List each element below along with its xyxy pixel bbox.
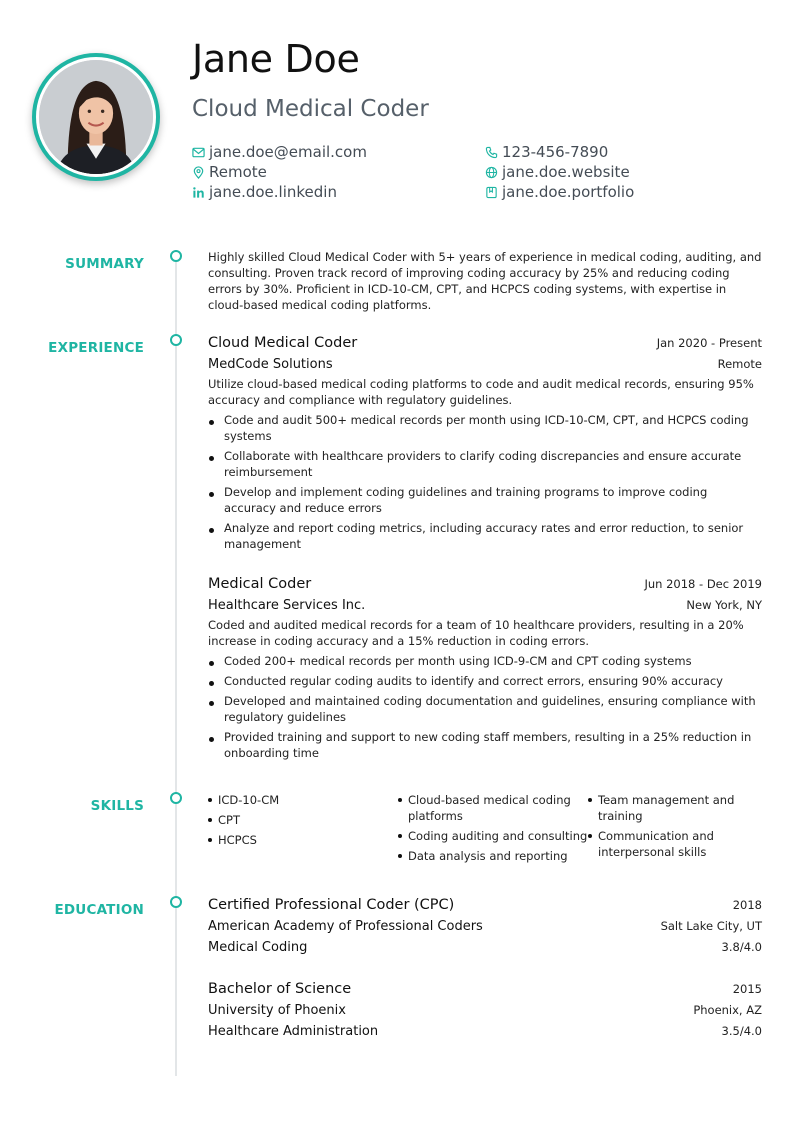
- location-pin-icon: [192, 166, 205, 179]
- education-item: [208, 897, 762, 955]
- timeline-dot-summary: [170, 250, 182, 262]
- job-bullets: [208, 653, 762, 761]
- list-item: Collaborate with healthcare providers to clarify coding discrepancies and ensure accurate reimbursement: [208, 448, 762, 480]
- job-dates: Jan 2020 - Present: [656, 336, 762, 350]
- contact-location: [192, 163, 267, 181]
- experience-item: [208, 335, 762, 556]
- timeline-dot-experience: [170, 334, 182, 346]
- field-of-study: Medical Coding: [208, 940, 308, 955]
- job-title: Cloud Medical Coder: [208, 335, 358, 351]
- degree-year: 2018: [732, 898, 762, 912]
- skill-item: CPT: [208, 812, 398, 828]
- skill-item: Data analysis and reporting: [398, 848, 588, 864]
- contact-linkedin[interactable]: [192, 183, 337, 201]
- list-item: Developed and maintained coding documentation and guidelines, ensuring compliance with regulatory guidelines: [208, 693, 762, 725]
- list-item: Code and audit 500+ medical records per month using ICD-10-CM, CPT, and HCPCS coding systems: [208, 412, 762, 444]
- section-label-summary: SUMMARY: [65, 256, 144, 272]
- profile-photo-frame: [32, 53, 160, 181]
- candidate-name: Jane Doe: [192, 37, 360, 81]
- contact-portfolio[interactable]: [485, 183, 634, 201]
- school-location: Salt Lake City, UT: [660, 919, 762, 933]
- timeline-dot-skills: [170, 792, 182, 804]
- skills-column: [398, 792, 588, 868]
- section-label-skills: SKILLS: [90, 798, 144, 814]
- list-item: Provided training and support to new coding staff members, resulting in a 25% reduction in onboarding time: [208, 729, 762, 761]
- timeline-line: [175, 256, 177, 1076]
- degree-year: 2015: [732, 982, 762, 996]
- job-description: Coded and audited medical records for a team of 10 healthcare providers, resulting in a 20% increase in coding accuracy and a 15% reduction in coding errors.: [208, 618, 744, 648]
- globe-icon: [485, 166, 498, 179]
- skills-column: [208, 792, 398, 868]
- linkedin-icon: [192, 186, 205, 199]
- list-item: Coded 200+ medical records per month using ICD-9-CM and CPT coding systems: [208, 653, 762, 669]
- email-text: jane.doe@email.com: [209, 143, 367, 161]
- list-item: Develop and implement coding guidelines and training programs to improve coding accuracy and reduce errors: [208, 484, 762, 516]
- avatar-illustration: [39, 60, 153, 174]
- summary-text: Highly skilled Cloud Medical Coder with 5+ years of experience in medical coding, auditing, and consulting. Proven track record of improving coding accuracy by 25% and reducing coding errors by 30%. Proficient in ICD-10-CM, CPT, and HCPCS coding systems, with expertise in cloud-based medical coding platforms.: [208, 250, 762, 312]
- degree-title: Certified Professional Coder (CPC): [208, 897, 455, 913]
- section-label-education: EDUCATION: [54, 902, 144, 918]
- skills-column: [588, 792, 762, 868]
- gpa: 3.5/4.0: [721, 1024, 762, 1038]
- experience-item: [208, 576, 762, 765]
- skill-item: Coding auditing and consulting: [398, 828, 588, 844]
- school-name: American Academy of Professional Coders: [208, 919, 483, 934]
- list-item: Analyze and report coding metrics, including accuracy rates and error reduction, to senior management: [208, 520, 762, 552]
- location-text: Remote: [209, 163, 267, 181]
- job-description: Utilize cloud-based medical coding platforms to code and audit medical records, ensuring 95% accuracy and compliance with regulatory guidelines.: [208, 377, 754, 407]
- portfolio-text: jane.doe.portfolio: [502, 183, 635, 201]
- linkedin-text: jane.doe.linkedin: [209, 183, 337, 201]
- company-name: Healthcare Services Inc.: [208, 598, 366, 613]
- field-of-study: Healthcare Administration: [208, 1024, 379, 1039]
- contact-website[interactable]: [485, 163, 630, 181]
- skill-item: Cloud-based medical coding platforms: [398, 792, 588, 824]
- skill-item: HCPCS: [208, 832, 398, 848]
- summary-section: [208, 249, 762, 313]
- skill-item: Team management and training: [588, 792, 762, 824]
- candidate-title: Cloud Medical Coder: [192, 96, 429, 122]
- mail-icon: [192, 146, 205, 159]
- avatar: [39, 60, 153, 174]
- school-name: University of Phoenix: [208, 1003, 346, 1018]
- skill-item: Communication and interpersonal skills: [588, 828, 762, 860]
- company-name: MedCode Solutions: [208, 357, 333, 372]
- contact-phone[interactable]: [485, 143, 608, 161]
- bookmark-icon: [485, 186, 498, 199]
- timeline-dot-education: [170, 896, 182, 908]
- skills-section: [208, 792, 762, 868]
- list-item: Conducted regular coding audits to identify and correct errors, ensuring 90% accuracy: [208, 673, 762, 689]
- website-text: jane.doe.website: [502, 163, 630, 181]
- phone-icon: [485, 146, 498, 159]
- education-item: [208, 981, 762, 1039]
- gpa: 3.8/4.0: [721, 940, 762, 954]
- job-title: Medical Coder: [208, 576, 312, 592]
- degree-title: Bachelor of Science: [208, 981, 352, 997]
- job-dates: Jun 2018 - Dec 2019: [644, 577, 762, 591]
- job-location: New York, NY: [686, 598, 762, 612]
- school-location: Phoenix, AZ: [693, 1003, 762, 1017]
- job-bullets: [208, 412, 762, 552]
- phone-text: 123-456-7890: [502, 143, 609, 161]
- skill-item: ICD-10-CM: [208, 792, 398, 808]
- section-label-experience: EXPERIENCE: [48, 340, 144, 356]
- job-location: Remote: [717, 357, 762, 371]
- contact-email[interactable]: [192, 143, 367, 161]
